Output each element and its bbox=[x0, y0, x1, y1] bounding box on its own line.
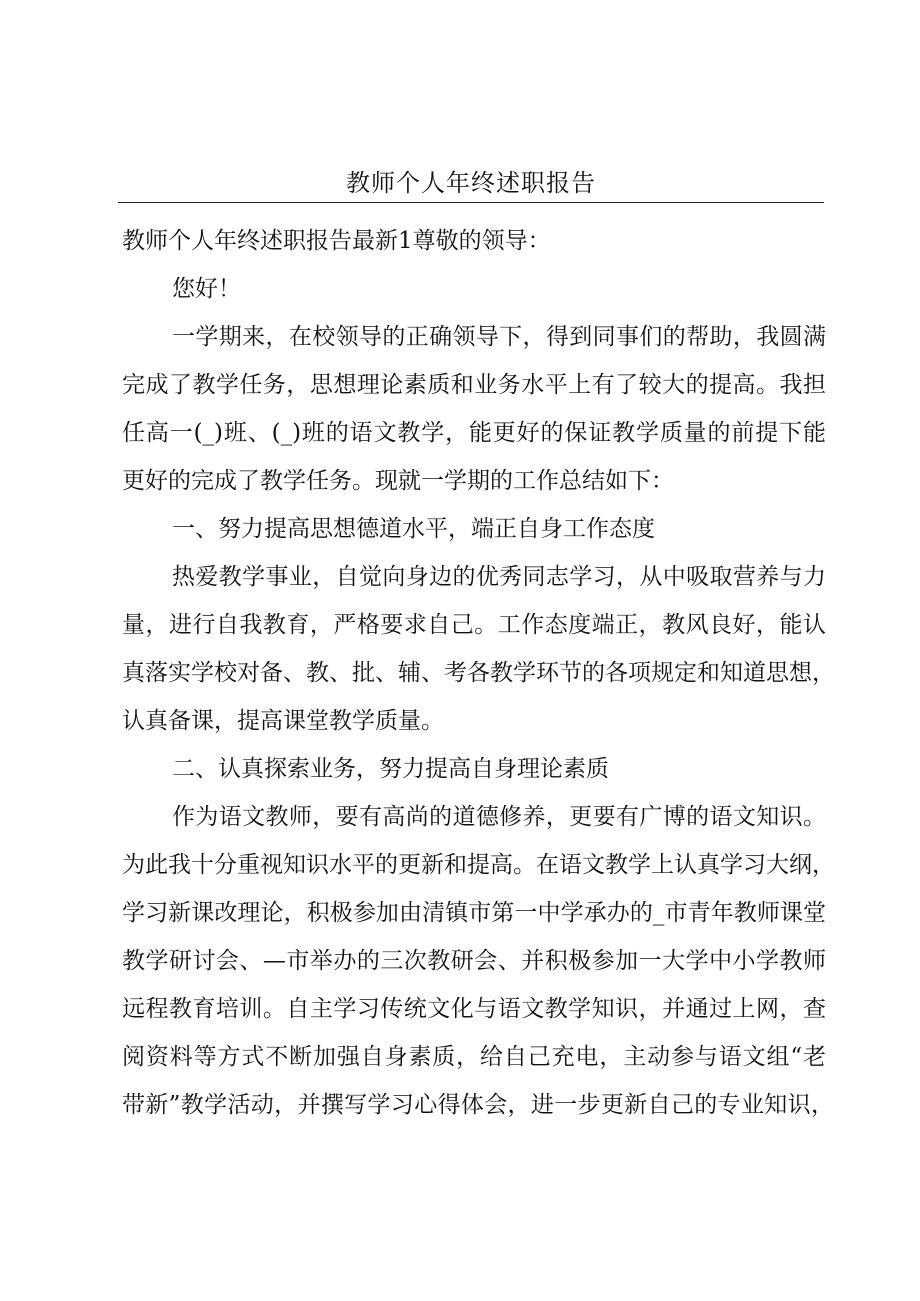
text-line: 您好！ bbox=[172, 276, 241, 302]
text-line: 真落实学校对备、教、批、辅、考各教学环节的各项规定和知道思想， bbox=[122, 660, 835, 686]
text-line: 量，进行自我教育，严格要求自己。工作态度端正，教风良好，能认 bbox=[122, 612, 826, 638]
text-line: 更好的完成了教学任务。现就一学期的工作总结如下： bbox=[122, 468, 674, 494]
text-line: 远程教育培训。自主学习传统文化与语文教学知识，并通过上网，查 bbox=[122, 996, 826, 1022]
document-title: 教师个人年终述职报告 bbox=[346, 169, 596, 197]
title-underline bbox=[118, 202, 824, 203]
section-heading: 二、认真探索业务，努力提高自身理论素质 bbox=[172, 756, 609, 782]
text-line: 一学期来，在校领导的正确领导下，得到同事们的帮助，我圆满 bbox=[172, 324, 826, 350]
text-line: 认真备课，提高课堂教学质量。 bbox=[122, 708, 444, 734]
text-line: 为此我十分重视知识水平的更新和提高。在语文教学上认真学习大纲， bbox=[122, 852, 835, 878]
text-line: 教学研讨会、—市举办的三次教研会、并积极参加一大学中小学教师 bbox=[122, 948, 826, 974]
text-line: 任高一(_)班、(_)班的语文教学，能更好的保证教学质量的前提下能 bbox=[122, 420, 826, 446]
text-line: 阅资料等方式不断加强自身素质，给自己充电，主动参与语文组“老 bbox=[122, 1044, 826, 1070]
text-line: 完成了教学任务，思想理论素质和业务水平上有了较大的提高。我担 bbox=[122, 372, 826, 398]
section-heading: 一、努力提高思想德道水平，端正自身工作态度 bbox=[172, 516, 655, 542]
text-line: 作为语文教师，要有高尚的道德修养，更要有广博的语文知识。 bbox=[172, 804, 826, 830]
text-line: 热爱教学事业，自觉向身边的优秀同志学习，从中吸取营养与力 bbox=[172, 564, 826, 590]
text-line: 教师个人年终述职报告最新1尊敬的领导： bbox=[122, 228, 551, 254]
text-line: 学习新课改理论，积极参加由清镇市第一中学承办的_市青年教师课堂 bbox=[122, 900, 826, 926]
text-line: 带新”教学活动，并撰写学习心得体会，进一步更新自己的专业知识， bbox=[122, 1092, 834, 1118]
